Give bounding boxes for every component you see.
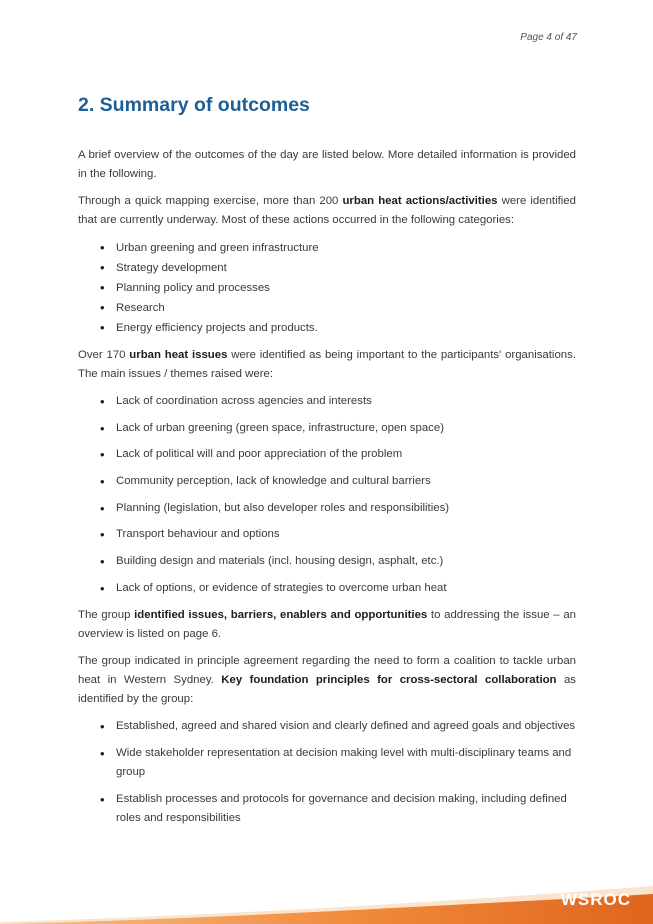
section-heading: 2. Summary of outcomes xyxy=(78,94,310,116)
mapping-paragraph: Through a quick mapping exercise, more than 200 urban heat actions/activities were identified that are currently underway. Most of these actions occurred in the following categories: xyxy=(78,195,576,226)
page-content xyxy=(78,146,576,836)
issues-list xyxy=(78,392,576,598)
list-item: • Lack of political will and poor appreciation of the problem xyxy=(78,445,576,464)
page-number: Page 4 of 47 xyxy=(520,32,577,43)
list-item: • Establish processes and protocols for governance and decision making, including defined roles and responsibilities xyxy=(78,790,576,828)
list-item: • Lack of coordination across agencies and interests xyxy=(78,392,576,411)
categories-list xyxy=(78,238,576,338)
footer-band xyxy=(0,864,653,924)
list-item: • Wide stakeholder representation at decision making level with multi-disciplinary teams and group xyxy=(78,744,576,782)
list-item: • Community perception, lack of knowledge and cultural barriers xyxy=(78,472,576,491)
list-item: • Planning policy and processes xyxy=(78,278,576,298)
intro-paragraph: A brief overview of the outcomes of the day are listed below. More detailed information is provided in the following. xyxy=(78,149,576,180)
list-item: • Established, agreed and shared vision and clearly defined and agreed goals and objectives xyxy=(78,717,576,736)
principles-list xyxy=(78,717,576,828)
group-agreement-paragraph: The group indicated in principle agreement regarding the need to form a coalition to tackle urban heat in Western Sydney. Key foundation principles for cross-sectoral collaboration as identified by the group: xyxy=(78,654,576,705)
list-item: • Lack of urban greening (green space, infrastructure, open space) xyxy=(78,419,576,438)
list-item: • Transport behaviour and options xyxy=(78,525,576,544)
list-item: • Strategy development xyxy=(78,258,576,278)
group-issues-paragraph: The group identified issues, barriers, enablers and opportunities to addressing the issue – an overview is listed on page 6. xyxy=(78,608,576,640)
list-item: • Research xyxy=(78,298,576,318)
issues-paragraph: Over 170 urban heat issues were identified as being important to the participants' organisations. The main issues / themes raised were: xyxy=(78,349,576,380)
list-item: • Building design and materials (incl. housing design, asphalt, etc.) xyxy=(78,552,576,571)
list-item: • Urban greening and green infrastructure xyxy=(78,238,576,258)
wsroc-logo: WSROC xyxy=(560,890,631,909)
list-item: • Planning (legislation, but also developer roles and responsibilities) xyxy=(78,499,576,518)
list-item: • Lack of options, or evidence of strategies to overcome urban heat xyxy=(78,579,576,598)
list-item: • Energy efficiency projects and products. xyxy=(78,318,576,338)
